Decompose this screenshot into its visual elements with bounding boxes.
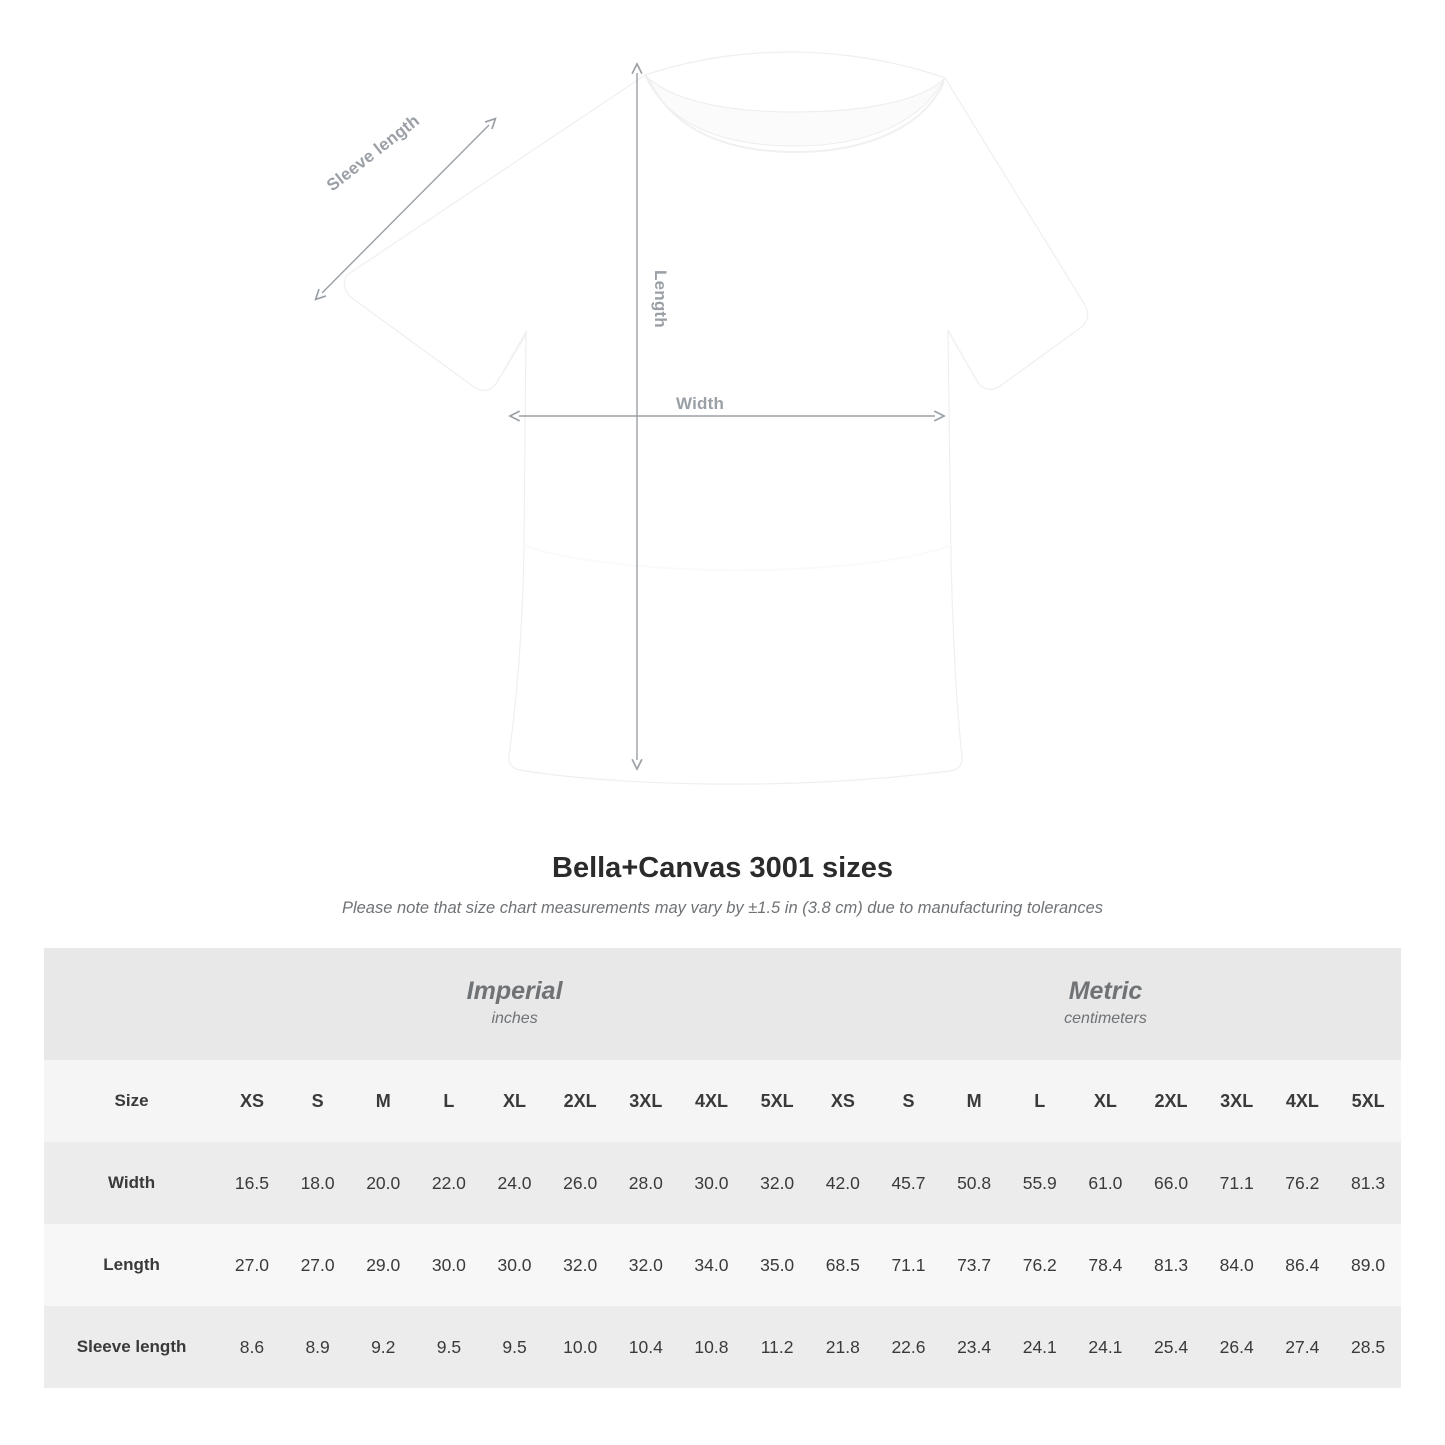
width-4xl-imp: 30.0 [694, 1172, 729, 1193]
size-col-5xl-imp: 5XL [760, 1090, 794, 1111]
sleeve-xs-imp: 8.6 [239, 1336, 265, 1357]
width-l-met: 55.9 [1022, 1172, 1057, 1193]
size-header-row [44, 1060, 1401, 1142]
width-xl-imp: 24.0 [497, 1172, 532, 1193]
length-s-imp: 27.0 [300, 1254, 335, 1275]
unit-system-imperial: Imperial [466, 976, 563, 1005]
table-row [44, 1142, 1401, 1224]
length-m-met: 73.7 [957, 1254, 992, 1275]
size-col-s-met: S [902, 1090, 915, 1111]
unit-name-imperial: inches [491, 1009, 538, 1027]
size-row-label: Size [114, 1091, 149, 1110]
sleeve-l-imp: 9.5 [436, 1336, 462, 1357]
sleeve-m-met: 23.4 [957, 1336, 992, 1357]
width-label: Width [676, 394, 725, 413]
row-label-length: Length [103, 1255, 160, 1274]
table-row [44, 1306, 1401, 1388]
size-col-3xl-imp: 3XL [629, 1090, 663, 1111]
row-label-width: Width [108, 1173, 156, 1192]
unit-group-imperial [219, 948, 810, 1060]
width-s-imp: 18.0 [300, 1172, 335, 1193]
length-l-imp: 30.0 [431, 1254, 466, 1275]
sleeve-2xl-met: 25.4 [1154, 1336, 1189, 1357]
width-xs-met: 42.0 [825, 1172, 860, 1193]
unit-group-metric [810, 948, 1401, 1060]
sleeve-xl-met: 24.1 [1088, 1336, 1123, 1357]
page-title: Bella+Canvas 3001 sizes [552, 852, 893, 884]
length-xl-imp: 30.0 [497, 1254, 532, 1275]
sleeve-4xl-imp: 10.8 [694, 1336, 729, 1357]
size-col-m-met: M [966, 1090, 982, 1111]
size-col-m-imp: M [375, 1090, 391, 1111]
size-col-xl-met: XL [1093, 1090, 1117, 1111]
width-4xl-met: 76.2 [1285, 1172, 1320, 1193]
title-block [0, 852, 1445, 918]
size-col-xs-imp: XS [239, 1090, 264, 1111]
sleeve-length-label: Sleeve length [323, 110, 424, 195]
unit-system-metric: Metric [1068, 976, 1143, 1005]
sleeve-3xl-met: 26.4 [1219, 1336, 1254, 1357]
length-4xl-met: 86.4 [1285, 1254, 1320, 1275]
length-3xl-met: 84.0 [1219, 1254, 1254, 1275]
length-5xl-imp: 35.0 [760, 1254, 795, 1275]
width-m-met: 50.8 [957, 1172, 992, 1193]
length-2xl-met: 81.3 [1154, 1254, 1189, 1275]
size-col-xs-met: XS [830, 1090, 855, 1111]
length-s-met: 71.1 [891, 1254, 926, 1275]
sleeve-s-met: 22.6 [891, 1336, 926, 1357]
size-col-xl-imp: XL [503, 1090, 527, 1111]
length-l-met: 76.2 [1022, 1254, 1057, 1275]
unit-spacer-cell [44, 948, 219, 1060]
tshirt-shape [344, 52, 1087, 784]
sleeve-3xl-imp: 10.4 [628, 1336, 663, 1357]
length-3xl-imp: 32.0 [628, 1254, 663, 1275]
width-m-imp: 20.0 [366, 1172, 401, 1193]
width-s-met: 45.7 [891, 1172, 926, 1193]
size-table-wrap [44, 948, 1401, 1388]
size-col-2xl-imp: 2XL [563, 1090, 597, 1111]
unit-header-row [44, 948, 1401, 1060]
size-col-4xl-imp: 4XL [694, 1090, 728, 1111]
sleeve-5xl-imp: 11.2 [760, 1336, 794, 1357]
length-label: Length [651, 270, 670, 328]
sleeve-s-imp: 8.9 [305, 1336, 330, 1357]
width-l-imp: 22.0 [431, 1172, 466, 1193]
sleeve-m-imp: 9.2 [371, 1336, 396, 1357]
sleeve-xs-met: 21.8 [825, 1336, 860, 1357]
table-row [44, 1224, 1401, 1306]
width-xs-imp: 16.5 [234, 1172, 269, 1193]
size-col-4xl-met: 4XL [1285, 1090, 1319, 1111]
size-col-s-imp: S [311, 1090, 324, 1111]
size-col-5xl-met: 5XL [1351, 1090, 1385, 1111]
size-col-l-imp: L [443, 1090, 455, 1111]
length-xs-met: 68.5 [825, 1254, 860, 1275]
length-xs-imp: 27.0 [234, 1254, 269, 1275]
length-m-imp: 29.0 [366, 1254, 401, 1275]
size-table [44, 948, 1401, 1388]
sleeve-xl-imp: 9.5 [502, 1336, 527, 1357]
size-col-3xl-met: 3XL [1220, 1090, 1254, 1111]
width-5xl-met: 81.3 [1351, 1172, 1386, 1193]
width-3xl-met: 71.1 [1219, 1172, 1254, 1193]
length-2xl-imp: 32.0 [563, 1254, 598, 1275]
width-xl-met: 61.0 [1088, 1172, 1123, 1193]
width-3xl-imp: 28.0 [628, 1172, 663, 1193]
sleeve-2xl-imp: 10.0 [563, 1336, 598, 1357]
width-5xl-imp: 32.0 [760, 1172, 795, 1193]
size-col-2xl-met: 2XL [1154, 1090, 1188, 1111]
size-col-l-met: L [1034, 1090, 1046, 1111]
length-5xl-met: 89.0 [1351, 1254, 1386, 1275]
unit-name-metric: centimeters [1064, 1009, 1147, 1027]
sleeve-5xl-met: 28.5 [1351, 1336, 1386, 1357]
tolerance-note: Please note that size chart measurements may vary by ±1.5 in (3.8 cm) due to manufacturing tolerances [341, 899, 1104, 917]
width-2xl-met: 66.0 [1154, 1172, 1189, 1193]
length-xl-met: 78.4 [1088, 1254, 1123, 1275]
sleeve-l-met: 24.1 [1022, 1336, 1057, 1357]
length-4xl-imp: 34.0 [694, 1254, 729, 1275]
row-label-sleeve-length: Sleeve length [76, 1337, 187, 1356]
sleeve-4xl-met: 27.4 [1285, 1336, 1320, 1357]
width-2xl-imp: 26.0 [563, 1172, 598, 1193]
